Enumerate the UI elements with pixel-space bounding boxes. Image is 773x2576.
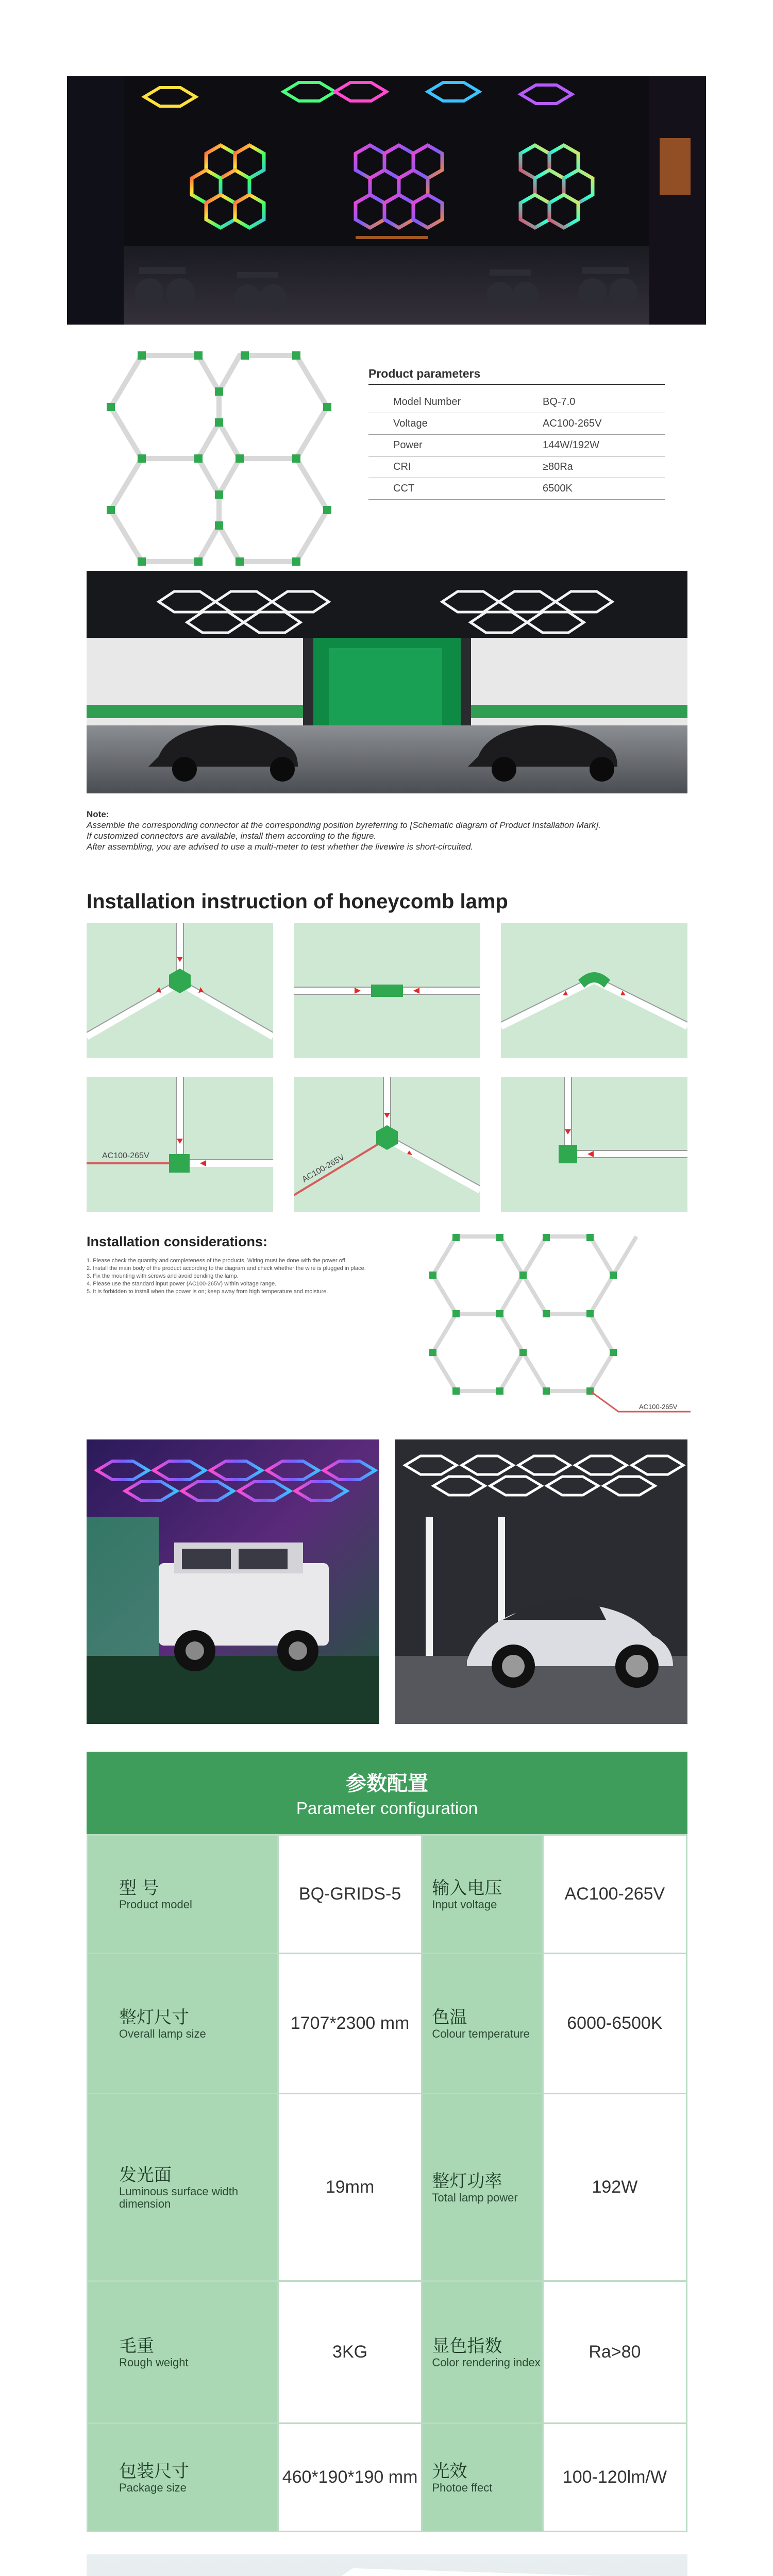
bmw-white-photo	[395, 1439, 687, 1724]
spec-title-zh: 参数配置	[346, 1772, 428, 1795]
spec-value: 6000-6500K	[543, 1954, 686, 2094]
spec-key: 色温 Colour temperature	[422, 1954, 543, 2094]
hero-gym-photo	[67, 76, 706, 325]
table-row: Power 144W/192W	[368, 435, 665, 456]
considerations-list	[87, 1257, 406, 1296]
list-item: 2. Install the main body of the product according to the diagram and check whether the wire is plugged in place.	[87, 1265, 366, 1272]
spec-key: 显色指数 Color rendering index	[422, 2281, 543, 2424]
table-row	[88, 1954, 687, 2094]
considerations-title: Installation considerations:	[87, 1234, 268, 1249]
spec-title-en: Parameter configuration	[296, 1799, 478, 1818]
spec-value: Ra>80	[543, 2281, 686, 2424]
spec-value: 19mm	[278, 2094, 422, 2281]
spec-key: 整灯功率 Total lamp power	[422, 2094, 543, 2281]
gwagon-rgb-photo	[87, 1439, 379, 1724]
spec-value: 192W	[543, 2094, 686, 2281]
voltage-tag: AC100-265V	[639, 1403, 678, 1411]
note-line: Assemble the corresponding connector at the corresponding position byreferring to [Schematic diagram of Product Installation Mark].	[87, 820, 601, 830]
install-step-straight-connector	[294, 923, 480, 1058]
install-step-power-y	[294, 1077, 480, 1212]
table-row	[88, 1835, 687, 1954]
note-line: If customized connectors are available, install them according to the figure.	[87, 831, 377, 841]
spec-key: 毛重 Rough weight	[88, 2281, 278, 2424]
voltage-tag: AC100-265V	[102, 1151, 149, 1160]
voltage-tag: AC100-265V	[300, 1153, 346, 1184]
hex-frame-diagram	[100, 350, 338, 567]
params-table	[368, 392, 665, 500]
table-row: Voltage AC100-265V	[368, 413, 665, 435]
install-title: Installation instruction of honeycomb lamp	[87, 890, 508, 913]
spec-key: 光效 Photoe ffect	[422, 2424, 543, 2532]
spec-value: AC100-265V	[543, 1835, 686, 1954]
table-row	[88, 2094, 687, 2281]
params-title: Product parameters	[368, 367, 481, 380]
install-step-l-connector	[501, 1077, 687, 1212]
list-item: 5. It is forbidden to install when the power is on; keep away from high temperature and moisture.	[87, 1289, 328, 1295]
spec-value: 3KG	[278, 2281, 422, 2424]
params-title-divider	[368, 384, 665, 385]
note-label: Note:	[87, 809, 109, 819]
installer-photo	[87, 2554, 687, 2576]
table-row	[88, 2424, 687, 2532]
install-step-power-corner	[87, 1077, 273, 1212]
hex-wiring-diagram	[423, 1234, 701, 1430]
assembly-note	[87, 809, 695, 852]
spec-value: 100-120lm/W	[543, 2424, 686, 2532]
spec-value: 1707*2300 mm	[278, 1954, 422, 2094]
spec-key: 型 号 Product model	[88, 1835, 278, 1954]
note-line: After assembling, you are advised to use a multi-meter to test whether the livewire is short-circuited.	[87, 842, 474, 852]
spec-header	[87, 1752, 687, 1834]
table-row: CRI ≥80Ra	[368, 456, 665, 478]
spec-table	[87, 1834, 687, 2532]
spec-key: 发光面 Luminous surface width dimension	[88, 2094, 278, 2281]
table-row	[88, 2281, 687, 2424]
spec-value: BQ-GRIDS-5	[278, 1835, 422, 1954]
list-item: 1. Please check the quantity and completeness of the products. Wiring must be done with the power off.	[87, 1258, 347, 1264]
spec-key: 整灯尺寸 Overall lamp size	[88, 1954, 278, 2094]
install-step-y-connector	[87, 923, 273, 1058]
spec-value: 460*190*190 mm	[278, 2424, 422, 2532]
spec-key: 输入电压 Input voltage	[422, 1835, 543, 1954]
table-row: CCT 6500K	[368, 478, 665, 500]
list-item: 4. Please use the standard input power (AC100-265V) within voltage range.	[87, 1281, 277, 1287]
garage-showroom-photo	[87, 571, 687, 793]
table-row: Model Number BQ-7.0	[368, 392, 665, 413]
install-step-angle-connector	[501, 923, 687, 1058]
spec-key: 包装尺寸 Package size	[88, 2424, 278, 2532]
list-item: 3. Fix the mounting with screws and avoid bending the lamp.	[87, 1273, 239, 1279]
